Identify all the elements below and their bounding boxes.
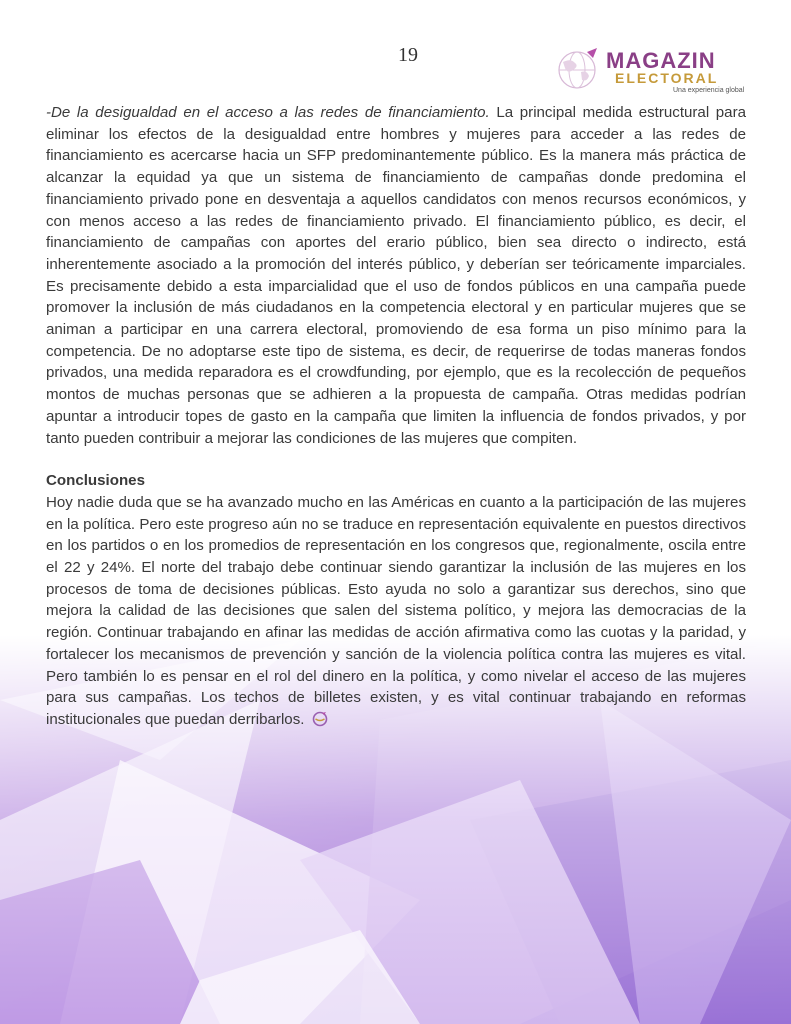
end-mark-icon: [312, 711, 328, 727]
paragraph-lead: -De la desigualdad en el acceso a las redes de financiamiento.: [46, 104, 490, 121]
logo-title: MAGAZIN: [606, 48, 716, 73]
globe-icon: [553, 46, 605, 92]
magazine-logo: [553, 46, 745, 98]
conclusions-text: Hoy nadie duda que se ha avanzado mucho en las Américas en cuanto a la participación de las mujeres en la política. Pero este progreso aún no se traduce en representación equivalente en puestos directivos en los partidos o en los promedios de representación en los congresos que, regionalmente, oscila entre el 22 y 24%. El norte del trabajo debe continuar siendo garantizar la inclusión de las mujeres en los procesos de toma de decisiones públicas. Esto ayuda no solo a garantizar sus derechos, sino que mejora la calidad de las decisiones que salen del sistema político, y mejora las democracias de la región. Continuar trabajando en afinar las medidas de acción afirmativa como las cuotas y la paridad, y fortalecer los mecanismos de prevención y sanción de la violencia política contra las mujeres es vital. Pero también lo es pensar en el rol del dinero en la política, y como nivelar el acceso de las mujeres para sus campañas. Los techos de billetes existen, y es vital continuar trabajando en reformas institucionales que puedan derribarlos.: [46, 493, 746, 728]
page-number: 19: [398, 44, 418, 66]
paragraph-body: La principal medida estructural para eliminar los efectos de la desigualdad entre hombres y mujeres para acceder a las redes de financiamiento es acercarse hacia un SFP predominantemente público. Es la manera más práctica de alcanzar la equidad ya que un sistema de financiamiento de campañas donde predomina el financiamiento privado pone en desventaja a aquellos candidatos con menos recursos económicos, y con menos acceso a las redes de financiamiento privado. El financiamiento público, es decir, el financiamiento de campañas con aportes del erario público, bien sea directo o indirecto, está inherentemente asociado a la promoción del interés público, y deberían ser teóricamente imparciales. Es precisamente debido a esta imparcialidad que el uso de fondos públicos en una campaña puede promover la inclusión de más ciudadanos en la competencia electoral y en particular mujeres que se animan a participar en una carrera electoral, promoviendo de esa forma un piso mínimo para la competencia. De no adoptarse este tipo de sistema, es decir, de requerirse de todas maneras fondos privados, una medida reparadora es el crowdfunding, por ejemplo, que es la recolección de pequeños montos de muchas personas que se adhieren a la propuesta de campaña. Otras medidas podrían apuntar a introducir topes de gasto en la campaña que limiten la influencia de fondos privados, y por tanto pueden contribuir a mejorar las condiciones de las mujeres que compiten.: [46, 104, 747, 447]
section-title: Conclusiones: [46, 472, 145, 490]
logo-tagline: Una experiencia global: [673, 87, 745, 94]
financing-paragraph: [46, 102, 746, 449]
logo-subtitle: ELECTORAL: [615, 70, 719, 86]
conclusions-paragraph: [46, 492, 746, 731]
article-body: [46, 102, 746, 731]
